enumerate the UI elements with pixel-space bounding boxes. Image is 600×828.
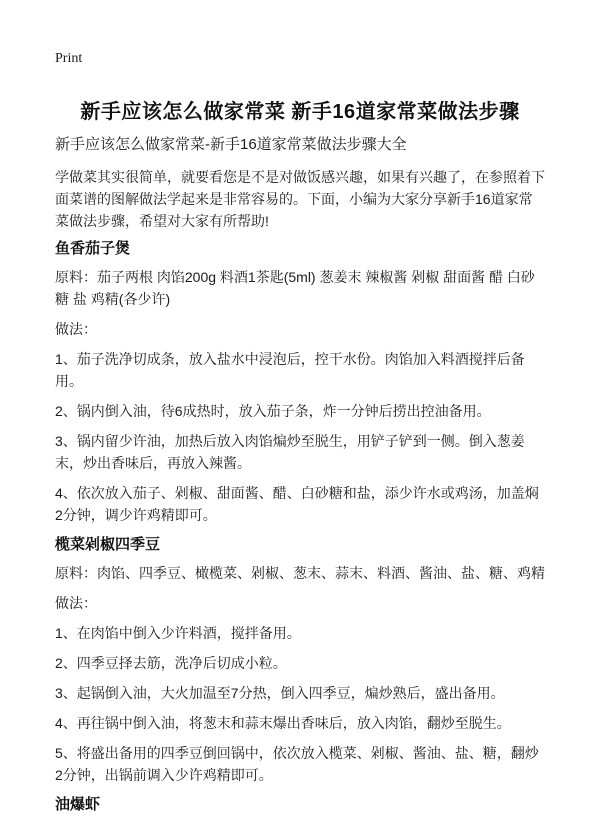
recipe-step: 4、依次放入茄子、剁椒、甜面酱、醋、白砂糖和盐，添少许水或鸡汤，加盖焖2分钟，调少许鸡精即可。 (55, 485, 539, 523)
recipe-section-yuxiang-qiezi (55, 238, 545, 526)
recipe-step: 4、再往锅中倒入油，将葱末和蒜末爆出香味后，放入肉馅，翻炒至脱生。 (55, 715, 511, 731)
method-label: 做法： (55, 321, 97, 337)
recipe-ingredients: 原料：茄子两根 肉馅200g 料酒1茶匙(5ml) 葱姜末 辣椒酱 剁椒 甜面酱 醋 白砂糖 盐 鸡精(各少许) (55, 269, 535, 307)
recipe-section-lancai-sijidou (55, 534, 545, 786)
page-subtitle: 新手应该怎么做家常菜-新手16道家常菜做法步骤大全 (55, 136, 407, 153)
recipe-step: 5、将盛出备用的四季豆倒回锅中，依次放入榄菜、剁椒、酱油、盐、糖，翻炒2分钟，出锅前调入少许鸡精即可。 (55, 745, 539, 783)
recipe-title: 鱼香茄子煲 (55, 240, 131, 257)
recipe-section-youbaoxia (55, 794, 545, 816)
recipe-step: 1、茄子洗净切成条，放入盐水中浸泡后，控干水份。肉馅加入料酒搅拌后备用。 (55, 351, 525, 389)
recipe-ingredients: 原料：肉馅、四季豆、橄榄菜、剁椒、葱末、蒜末、料酒、酱油、盐、糖、鸡精 (55, 565, 545, 581)
print-toolbar (55, 49, 545, 84)
recipe-step: 3、锅内留少许油，加热后放入肉馅煸炒至脱生，用铲子铲到一侧。倒入葱姜末，炒出香味后，再放入辣酱。 (55, 433, 525, 471)
page-title: 新手应该怎么做家常菜 新手16道家常菜做法步骤 (80, 101, 520, 123)
recipe-title: 油爆虾 (55, 796, 101, 813)
recipe-title: 榄菜剁椒四季豆 (55, 536, 161, 553)
recipe-step: 1、在肉馅中倒入少许料酒，搅拌备用。 (55, 625, 301, 641)
recipe-step: 3、起锅倒入油，大火加温至7分热，倒入四季豆，煸炒熟后，盛出备用。 (55, 685, 505, 701)
recipe-step: 2、四季豆择去筋，洗净后切成小粒。 (55, 655, 287, 671)
method-label: 做法： (55, 595, 97, 611)
intro-paragraph: 学做菜其实很简单，就要看您是不是对做饭感兴趣，如果有兴趣了，在参照着下面菜谱的图解做法学起来是非常容易的。下面，小编为大家分享新手16道家常菜做法步骤，希望对大家有所帮助! (55, 169, 545, 229)
print-link[interactable]: Print (55, 51, 83, 66)
recipe-step: 2、锅内倒入油，待6成热时，放入茄子条，炸一分钟后捞出控油备用。 (55, 403, 491, 419)
